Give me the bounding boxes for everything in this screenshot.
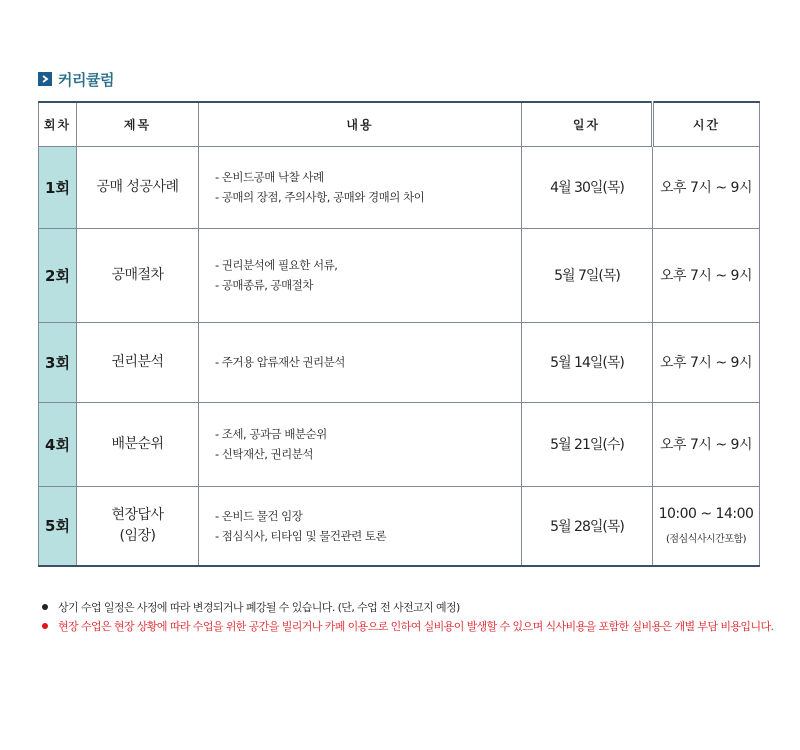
header-time: 시간 xyxy=(653,102,760,146)
title-text: 공매절차 xyxy=(111,266,164,283)
time-text: 오후 7시 ~ 9시 xyxy=(660,268,752,284)
title-text: 권리분석 xyxy=(111,353,164,370)
title-cell xyxy=(77,322,199,402)
time-cell xyxy=(653,228,760,322)
time-text: 오후 7시 ~ 9시 xyxy=(660,180,752,196)
table-row xyxy=(39,146,760,228)
content-cell xyxy=(199,228,522,322)
notes-list xyxy=(40,598,773,636)
round-cell: 4회 xyxy=(39,402,77,486)
title-cell xyxy=(77,486,199,566)
time-cell xyxy=(653,486,760,566)
date-cell: 5월 7일(목) xyxy=(522,228,653,322)
header-content: 내용 xyxy=(199,102,522,146)
content-line: - 온비드공매 낙찰 사례 xyxy=(215,170,324,184)
header-date: 일자 xyxy=(522,102,653,146)
title-cell xyxy=(77,402,199,486)
content-line: - 공매종류, 공매절차 xyxy=(215,278,313,292)
content-line: - 권리분석에 필요한 서류, xyxy=(215,258,338,272)
time-text: 오후 7시 ~ 9시 xyxy=(660,355,752,371)
header-round: 회차 xyxy=(39,102,77,146)
time-cell xyxy=(653,322,760,402)
section-header xyxy=(38,68,114,90)
header-title: 제목 xyxy=(77,102,199,146)
content-cell xyxy=(199,402,522,486)
content-cell xyxy=(199,322,522,402)
table-row xyxy=(39,402,760,486)
bullet-icon xyxy=(42,604,48,610)
time-text: 오후 7시 ~ 9시 xyxy=(660,437,752,453)
time-cell xyxy=(653,146,760,228)
time-cell xyxy=(653,402,760,486)
date-cell: 5월 21일(수) xyxy=(522,402,653,486)
bullet-icon xyxy=(42,623,48,629)
chevron-right-icon xyxy=(38,72,52,86)
note-text: 상기 수업 일정은 사정에 따라 변경되거나 폐강될 수 있습니다. (단, 수업 전 사전고지 예정) xyxy=(58,601,460,614)
content-line: - 온비드 물건 임장 xyxy=(215,508,303,523)
content-line: - 공매의 장점, 주의사항, 공매와 경매의 차이 xyxy=(215,190,425,204)
round-cell: 2회 xyxy=(39,228,77,322)
content-line: - 조세, 공과금 배분순위 xyxy=(215,427,327,441)
note-item-warning xyxy=(40,617,773,636)
title-text: 공매 성공사례 xyxy=(96,178,179,195)
table-header-row xyxy=(39,102,760,146)
content-line: - 신탁재산, 권리분석 xyxy=(215,447,313,461)
round-cell: 3회 xyxy=(39,322,77,402)
content-line: - 주거용 압류재산 권리분석 xyxy=(215,355,345,369)
date-cell: 4월 30일(목) xyxy=(522,146,653,228)
note-text: 현장 수업은 현장 상황에 따라 수업을 위한 공간을 빌리거나 카페 이용으로 인하여 실비용이 발생할 수 있으며 식사비용을 포함한 실비용은 개별 부담 비용입니다. xyxy=(58,620,774,633)
date-cell: 5월 14일(목) xyxy=(522,322,653,402)
section-title: 커리큘럼 xyxy=(58,70,114,89)
time-text: 10:00 ~ 14:00 xyxy=(658,506,754,523)
title-cell xyxy=(77,228,199,322)
note-item xyxy=(40,598,773,617)
round-cell: 1회 xyxy=(39,146,77,228)
title-subtext: (임장) xyxy=(119,527,156,544)
content-cell xyxy=(199,486,522,566)
title-text: 현장답사 xyxy=(111,506,164,523)
round-cell: 5회 xyxy=(39,486,77,566)
table-row xyxy=(39,228,760,322)
time-note: (점심식사시간포함) xyxy=(665,534,747,546)
content-cell xyxy=(199,146,522,228)
curriculum-table xyxy=(38,101,760,567)
table-row xyxy=(39,322,760,402)
title-text: 배분순위 xyxy=(111,435,164,452)
table-row xyxy=(39,486,760,566)
title-cell xyxy=(77,146,199,228)
content-line: - 점심식사, 티타임 및 물건관련 토론 xyxy=(215,528,387,543)
date-cell: 5월 28일(목) xyxy=(522,486,653,566)
